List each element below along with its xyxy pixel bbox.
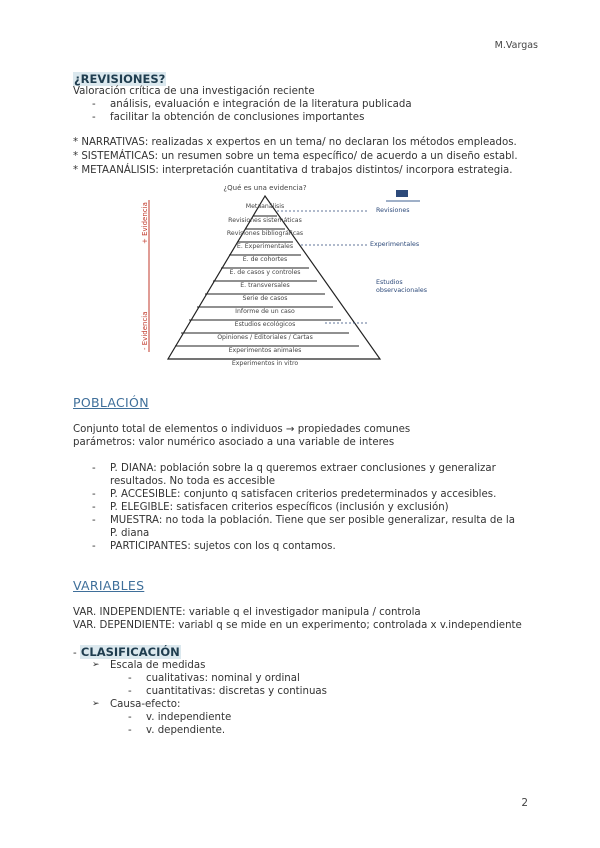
clasificacion-item: cuantitativas: discretas y continuas — [146, 686, 327, 697]
revisiones-subtitle: Valoración crítica de una investigación reciente — [73, 86, 315, 97]
pyramid-level: Experimentos in vitro — [231, 360, 299, 367]
poblacion-item-accesible: P. ACCESIBLE: conjunto q satisfacen criterios predeterminados y accesibles. — [110, 489, 497, 500]
list-dash: - — [92, 99, 96, 110]
list-dash: - — [92, 515, 96, 526]
list-dash: - — [128, 673, 132, 684]
evidence-pyramid-figure — [140, 182, 440, 370]
list-dash: - — [92, 502, 96, 513]
variables-heading: VARIABLES — [73, 578, 145, 593]
note-metaanalisis: * METAANÁLISIS: interpretación cuantitativa d trabajos distintos/ incorpora estrategia. — [73, 165, 513, 176]
poblacion-item-muestra: MUESTRA: no toda la población. Tiene que ser posible generalizar, resulta de la — [110, 515, 515, 526]
clasificacion-item: v. dependiente. — [146, 725, 226, 736]
side-label-experimentales: Experimentales — [370, 241, 420, 248]
axis-more-evidence: + Evidencia — [141, 202, 149, 244]
pyramid-level: Revisiones sistemáticas — [228, 217, 302, 224]
pyramid-level: E. de casos y controles — [229, 269, 301, 276]
var-independiente: VAR. INDEPENDIENTE: variable q el investigador manipula / controla — [73, 607, 421, 618]
pyramid-level: Experimentos animales — [228, 347, 302, 354]
clasificacion-item: cualitativas: nominal y ordinal — [146, 673, 300, 684]
list-dash: - — [92, 541, 96, 552]
list-dash: - — [92, 112, 96, 123]
list-dash: - — [92, 489, 96, 500]
poblacion-heading: POBLACIÓN — [73, 395, 149, 410]
var-dependiente: VAR. DEPENDIENTE: variabl q se mide en un experimento; controlada x v.independiente — [73, 620, 522, 631]
poblacion-item-diana-cont: resultados. No toda es accesible — [110, 476, 276, 487]
clasificacion-heading: - CLASIFICACIÓN — [73, 645, 180, 659]
pyramid-level: Opiniones / Editoriales / Cartas — [217, 334, 313, 341]
list-dash: - — [128, 725, 132, 736]
poblacion-item-elegible: P. ELEGIBLE: satisfacen criterios específicos (inclusión y exclusión) — [110, 502, 449, 513]
page-number: 2 — [521, 797, 528, 809]
poblacion-item-muestra-cont: P. diana — [110, 528, 150, 539]
pyramid-title: ¿Qué es una evidencia? — [223, 184, 307, 192]
note-narrativas: * NARRATIVAS: realizadas x expertos en un tema/ no declaran los métodos empleados. — [73, 137, 517, 148]
poblacion-item-diana: P. DIANA: población sobre la q queremos extraer conclusiones y generalizar — [110, 463, 496, 474]
arrow-bullet-icon: ➢ — [92, 660, 100, 670]
poblacion-definition: Conjunto total de elementos o individuos → propiedades comunes — [73, 424, 411, 435]
pyramid-level: Serie de casos — [242, 295, 288, 302]
pyramid-level: Informe de un caso — [235, 308, 295, 315]
pyramid-level: Revisiones bibliográficas — [226, 230, 304, 237]
arrow-bullet-icon: ➢ — [92, 699, 100, 709]
list-dash: - — [92, 463, 96, 474]
list-item: análisis, evaluación e integración de la literatura publicada — [110, 99, 412, 110]
institution-logo — [386, 190, 420, 202]
pyramid-level: E. transversales — [240, 282, 290, 289]
author-name: M.Vargas — [494, 40, 538, 51]
clasificacion-item: v. independiente — [146, 712, 232, 723]
note-sistematicas: * SISTEMÁTICAS: un resumen sobre un tema específico/ de acuerdo a un diseño establ. — [73, 151, 518, 162]
pyramid-level: Estudios ecológicos — [234, 321, 296, 328]
revisiones-heading: ¿REVISIONES? — [74, 72, 166, 86]
clasificacion-group-label: Causa-efecto: — [110, 699, 181, 710]
list-item: facilitar la obtención de conclusiones importantes — [110, 112, 365, 123]
side-markers — [277, 211, 368, 323]
clasificacion-group-label: Escala de medidas — [110, 660, 206, 671]
side-label-revisiones: Revisiones — [376, 207, 410, 214]
pyramid-level: E. Experimentales — [236, 243, 294, 250]
side-label-observacionales: Estudios observacionales — [376, 279, 427, 294]
list-dash: - — [128, 712, 132, 723]
poblacion-item-participantes: PARTICIPANTES: sujetos con los q contamos. — [110, 541, 336, 552]
pyramid-level: Metaanálisis — [245, 203, 285, 210]
axis-less-evidence: - Evidencia — [141, 311, 149, 350]
list-dash: - — [128, 686, 132, 697]
poblacion-parametros: parámetros: valor numérico asociado a una variable de interes — [73, 437, 395, 448]
pyramid-level: E. de cohortes — [242, 256, 288, 263]
